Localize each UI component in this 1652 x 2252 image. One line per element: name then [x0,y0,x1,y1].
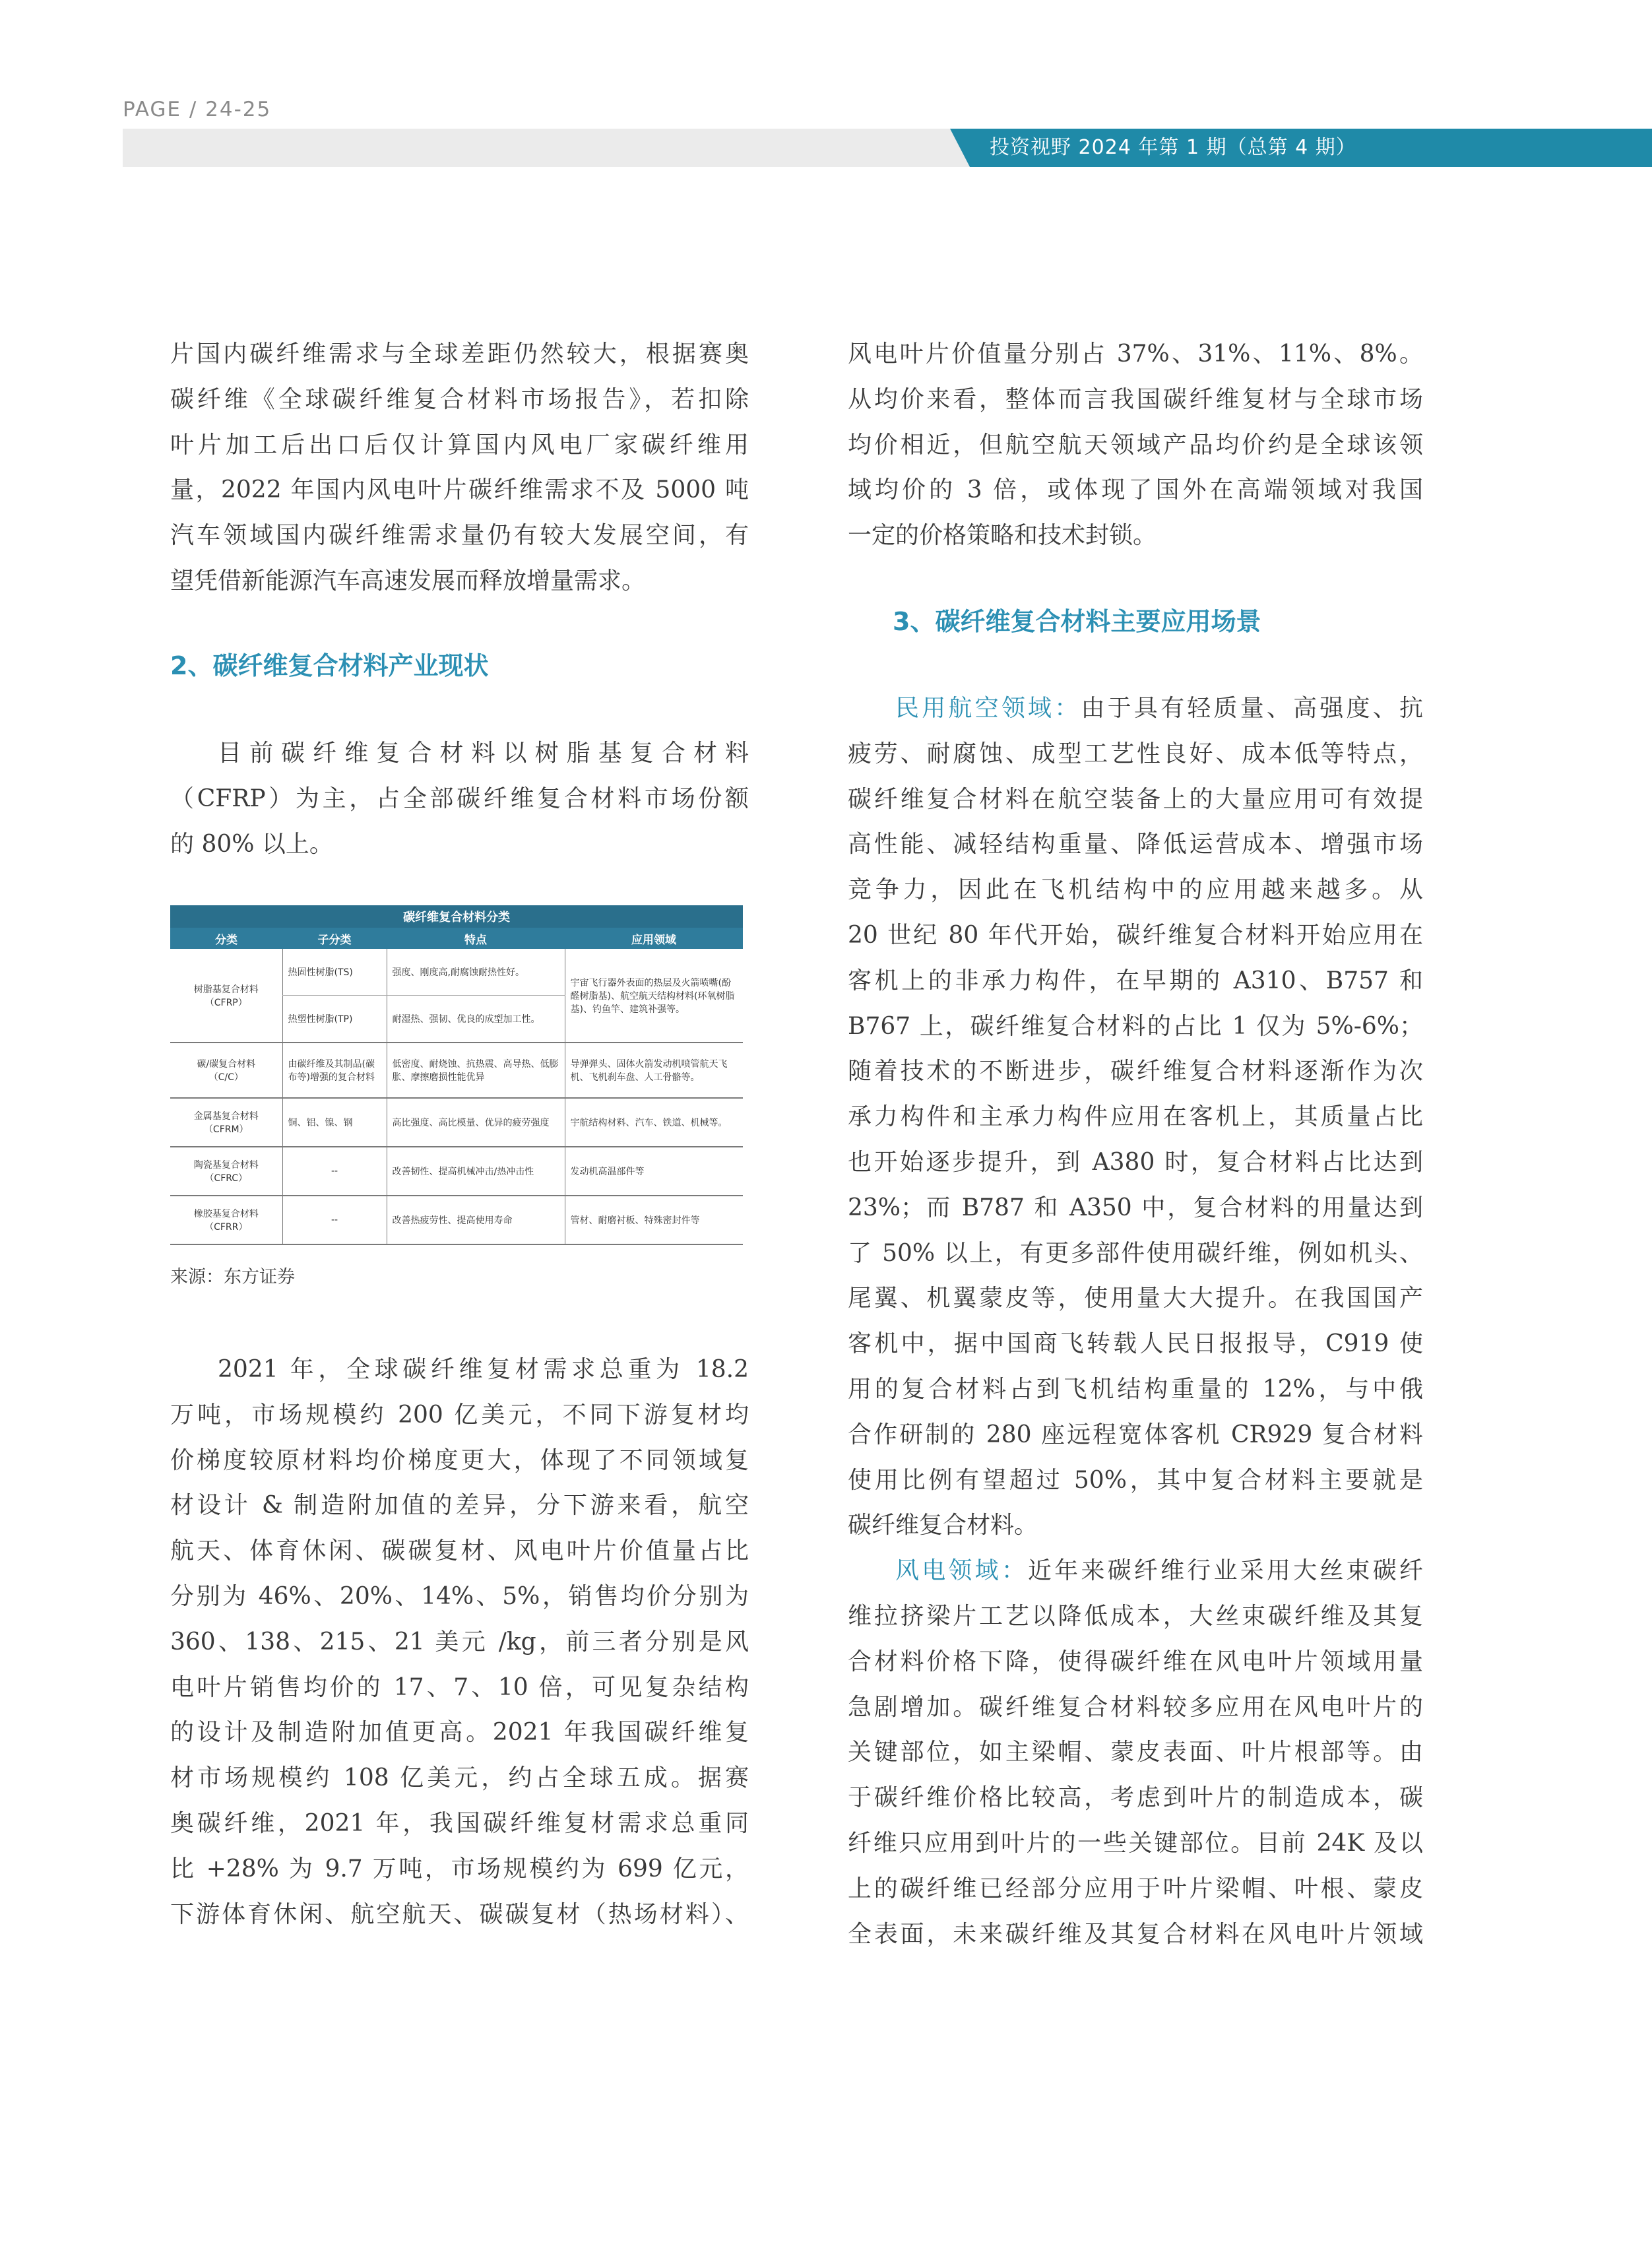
aviation-paragraph [848,686,1423,1957]
text-line: 比 +28% 为 9.7 万吨，市场规模约为 699 亿元， [170,1855,749,1882]
text-line: 随着技术的不断进步，碳纤维复合材料逐渐作为次 [848,1058,1423,1085]
text-line: 价梯度较原材料均价梯度更大，体现了不同领域复 [170,1446,749,1474]
table-header-cell: 特点 [387,928,565,949]
text-line: 材市场规模约 108 亿美元，约占全球五成。据赛 [170,1764,749,1792]
text-line: 从均价来看，整体而言我国碳纤维复材与全球市场 [848,385,1423,413]
text-line: 全表面，未来碳纤维及其复合材料在风电叶片领域 [848,1920,1423,1948]
text-line: 客机上的非承力构件，在早期的 A310、B757 和 [848,967,1423,994]
table-cell-feature: 高比强度、高比模量、优异的疲劳强度 [387,1098,565,1147]
table-cell-sub: 铜、铝、镍、钢 [282,1098,387,1147]
table-header-cell: 分类 [170,928,282,949]
table-cell-feature: 低密度、耐烧蚀、抗热震、高导热、低膨胀、摩擦磨损性能优异 [387,1043,565,1098]
text-line: 使用比例有望超过 50%，其中复合材料主要就是 [848,1466,1423,1494]
text-line: 维拉挤梁片工艺以降低成本，大丝束碳纤维及其复 [848,1602,1423,1630]
table-cell-sub: -- [282,1147,387,1196]
table-cell-sub: 由碳纤维及其制品(碳布等)增强的复合材料 [282,1043,387,1098]
table-row [170,1196,743,1244]
text-line: 域均价的 3 倍，或体现了国外在高端领域对我国 [848,476,1423,504]
text-line: 奥碳纤维，2021 年，我国碳纤维复材需求总重同 [170,1809,749,1837]
table-cell-application: 发动机高温部件等 [565,1147,743,1196]
text-line: 的 80% 以上。 [170,830,333,858]
table-cell-category: 树脂基复合材料 （CFRP） [170,949,282,1043]
text-line: 急剧增加。碳纤维复合材料较多应用在风电叶片的 [848,1693,1423,1721]
text-line: 下游体育休闲、航空航天、碳碳复材（热场材料）、 [170,1900,749,1928]
table-row [170,949,743,996]
table-cell-category: 金属基复合材料 （CFRM） [170,1098,282,1147]
right-column-top [848,332,1423,559]
table-row [170,1147,743,1196]
text-line: B767 上，碳纤维复合材料的占比 1 仅为 5%-6%； [848,1012,1423,1040]
text-line: 关键部位，如主梁帽、蒙皮表面、叶片根部等。由 [848,1739,1423,1766]
text-line: 疲劳、耐腐蚀、成型工艺性良好、成本低等特点， [848,740,1423,767]
text-line: 叶片加工后出口后仅计算国内风电厂家碳纤维用 [170,431,749,459]
table-cell-sub: 热固性树脂(TS) [282,949,387,996]
table-header-cell: 应用领域 [565,928,743,949]
text-line: 高性能、减轻结构重量、降低运营成本、增强市场 [848,831,1423,858]
text-line: 合材料价格下降，使得碳纤维在风电叶片领域用量 [848,1648,1423,1675]
text-line: 电叶片销售均价的 17、7、10 倍，可见复杂结构 [170,1673,749,1701]
table-cell-sub: -- [282,1196,387,1244]
text-line: 合作研制的 280 座远程宽体客机 CR929 复合材料 [848,1421,1423,1448]
text-line: 尾翼、机翼蒙皮等，使用量大大提升。在我国国产 [848,1285,1423,1312]
section-2-heading: 2、碳纤维复合材料产业现状 [170,651,489,680]
text-line: 风电叶片价值量分别占 37%、31%、11%、8%。 [848,340,1423,368]
text-line: 2021 年，全球碳纤维复材需求总重为 18.2 [218,1356,749,1383]
text-line: 万吨，市场规模约 200 亿美元，不同下游复材均 [170,1401,749,1429]
journal-title: 投资视野 2024 年第 1 期（总第 4 期） [990,136,1356,159]
text-line: 航天、体育休闲、碳碳复材、风电叶片价值量占比 [170,1537,749,1565]
market-paragraph [170,1347,749,1937]
left-column-top [170,332,749,604]
wind-label: 风电领域： [895,1557,1029,1585]
table-cell-category: 碳/碳复合材料 （C/C） [170,1043,282,1098]
aviation-first-line: 由于具有轻质量、高强度、抗 [1081,695,1423,722]
wind-first-line: 近年来碳纤维行业采用大丝束碳纤 [1028,1557,1423,1585]
text-line: 纤维只应用到叶片的一些关键部位。目前 24K 及以 [848,1829,1423,1857]
text-line: 汽车领域国内碳纤维需求量仍有较大发展空间，有 [170,522,749,550]
table-header-cell: 子分类 [282,928,387,949]
classification-table-figure [170,905,743,1288]
text-line: 了 50% 以上，有更多部件使用碳纤维，例如机头、 [848,1239,1423,1267]
text-line [848,686,1423,732]
section-3-heading: 3、碳纤维复合材料主要应用场景 [893,607,1261,636]
section-2-paragraph [170,731,749,867]
text-line: 上的碳纤维已经部分应用于叶片梁帽、叶根、蒙皮 [848,1875,1423,1902]
text-line: 材设计 & 制造附加值的差异，分下游来看，航空 [170,1492,749,1520]
text-line: 的设计及制造附加值更高。2021 年我国碳纤维复 [170,1719,749,1747]
text-line: 用的复合材料占到飞机结构重量的 12%，与中俄 [848,1375,1423,1403]
table-row [170,1098,743,1147]
text-line: 碳纤维《全球碳纤维复合材料市场报告》，若扣除 [170,385,749,413]
text-line: （CFRP）为主，占全部碳纤维复合材料市场份额 [170,785,749,812]
table-cell-application: 宇航结构材料、汽车、铁道、机械等。 [565,1098,743,1147]
text-line: 均价相近，但航空航天领域产品均价约是全球该领 [848,431,1423,459]
classification-table [170,905,743,1245]
text-line: 片国内碳纤维需求与全球差距仍然较大，根据赛奥 [170,340,749,368]
text-line: 目前碳纤维复合材料以树脂基复合材料 [218,740,749,767]
aviation-label: 民用航空领域： [895,695,1081,722]
text-line: 分别为 46%、20%、14%、5%，销售均价分别为 [170,1582,749,1610]
text-line: 一定的价格策略和技术封锁。 [848,522,1157,550]
table-cell-category: 橡胶基复合材料 （CFRR） [170,1196,282,1244]
text-line: 碳纤维复合材料。 [848,1512,1038,1539]
table-cell-application: 导弹弹头、固体火箭发动机喷管航天飞机、飞机刹车盘、人工骨骼等。 [565,1043,743,1098]
text-line: 20 世纪 80 年代开始，碳纤维复合材料开始应用在 [848,921,1423,949]
table-cell-feature: 耐湿热、强韧、优良的成型加工性。 [387,996,565,1043]
text-line: 于碳纤维价格比较高，考虑到叶片的制造成本，碳 [848,1784,1423,1812]
text-line: 也开始逐步提升，到 A380 时，复合材料占比达到 [848,1148,1423,1176]
table-cell-application: 管材、耐磨衬板、特殊密封件等 [565,1196,743,1244]
table-title: 碳纤维复合材料分类 [170,905,743,928]
table-cell-sub: 热塑性树脂(TP) [282,996,387,1043]
text-line: 承力构件和主承力构件应用在客机上，其质量占比 [848,1103,1423,1131]
table-source: 来源：东方证券 [170,1267,295,1287]
table-cell-application: 宇宙飞行器外表面的热层及火箭喷嘴(酚醛树脂基)、航空航天结构材料(环氧树脂基)、钓鱼竿、建筑补强等。 [565,949,743,1043]
text-line: 望凭借新能源汽车高速发展而释放增量需求。 [170,567,646,595]
table-cell-feature: 改善热疲劳性、提高使用寿命 [387,1196,565,1244]
text-line: 量，2022 年国内风电叶片碳纤维需求不及 5000 吨 [170,476,749,504]
text-line [848,1549,1423,1594]
text-line: 360、138、215、21 美元 /kg，前三者分别是风 [170,1628,749,1656]
table-cell-category: 陶瓷基复合材料 （CFRC） [170,1147,282,1196]
text-line: 23%；而 B787 和 A350 中，复合材料的用量达到 [848,1194,1423,1221]
table-cell-feature: 强度、刚度高,耐腐蚀耐热性好。 [387,949,565,996]
table-row [170,1043,743,1098]
text-line: 竞争力，因此在飞机结构中的应用越来越多。从 [848,876,1423,904]
page-number-label: PAGE / 24-25 [123,98,272,121]
table-cell-feature: 改善韧性、提高机械冲击/热冲击性 [387,1147,565,1196]
text-line: 客机中，据中国商飞转载人民日报报导，C919 使 [848,1330,1423,1358]
text-line: 碳纤维复合材料在航空装备上的大量应用可有效提 [848,785,1423,813]
